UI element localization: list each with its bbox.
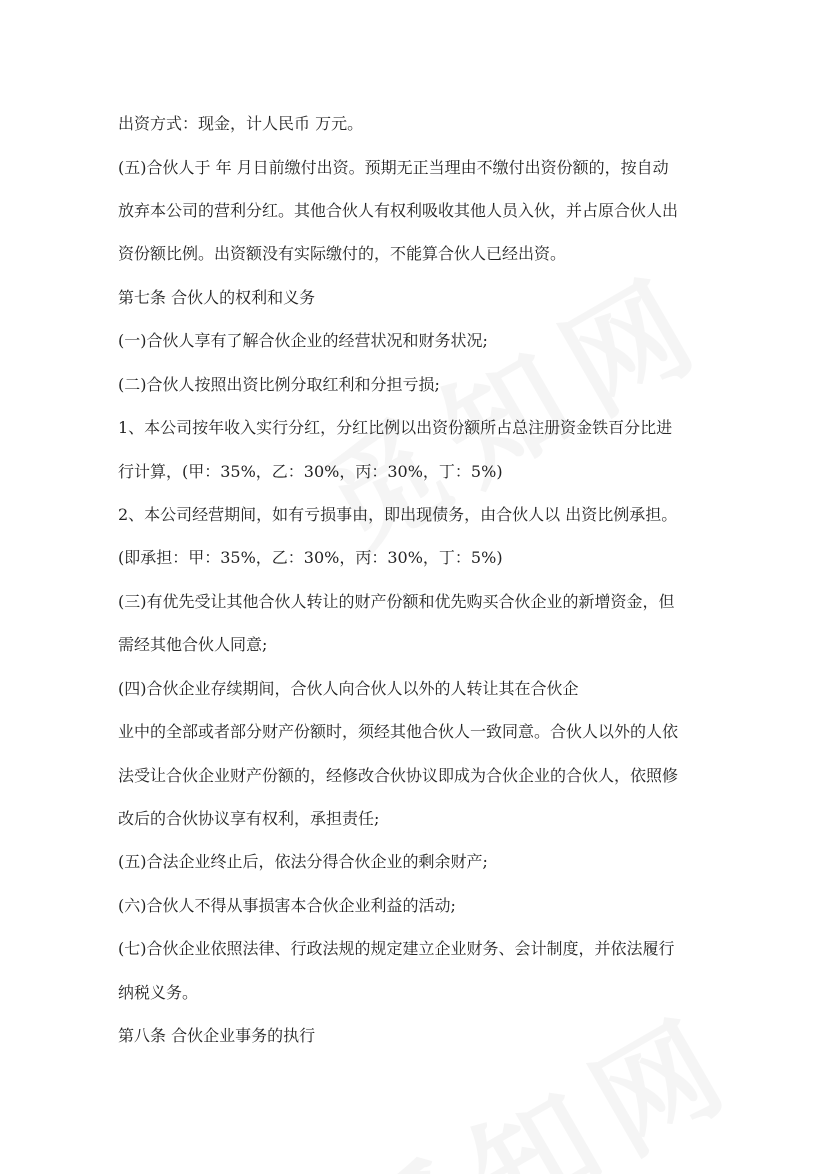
watermark [315,967,765,1174]
paragraph-line: (一)合伙人享有了解合伙企业的经营状况和财务状况; [118,331,488,350]
paragraph-line: 1、本公司按年收入实行分红，分红比例以出资份额所占总注册资金铁百分比进 [118,418,673,437]
paragraph-line: 改后的合伙协议享有权利，承担责任; [118,809,380,828]
paragraph-line: 资份额比例。出资额没有实际缴付的，不能算合伙人已经出资。 [118,244,567,263]
paragraph-line: 法受让合伙企业财产份额的，经修改合伙协议即成为合伙企业的合伙人，依照修 [118,766,679,785]
paragraph-line: 放弃本公司的营利分红。其他合伙人有权利吸收其他人员入伙，并占原合伙人出 [118,201,679,220]
paragraph-line: (五)合法企业终止后，依法分得合伙企业的剩余财产; [118,852,488,871]
paragraph-line: 出资方式：现金，计人民币 万元。 [118,114,364,133]
paragraph-line: (六)合伙人不得从事损害本合伙企业利益的活动; [118,896,456,915]
paragraph-line: (即承担：甲：35%，乙：30%，丙：30%，丁：5%) [118,548,503,567]
paragraph-line: 需经其他合伙人同意; [118,635,268,654]
paragraph-line: (七)合伙企业依照法律、行政法规的规定建立企业财务、会计制度，并依法履行 [118,939,675,958]
section-heading: 第八条 合伙企业事务的执行 [118,1026,316,1045]
paragraph-line: (二)合伙人按照出资比例分取红利和分担亏损; [118,375,440,394]
section-heading: 第七条 合伙人的权利和义务 [118,288,316,307]
paragraph-line: 2、本公司经营期间，如有亏损事由，即出现债务，由合伙人以 出资比例承担。 [118,505,678,524]
paragraph-line: 业中的全部或者部分财产份额时，须经其他合伙人一致同意。合伙人以外的人依 [118,722,679,741]
paragraph-line: (五)合伙人于 年 月日前缴付出资。预期无正当理由不缴付出资份额的，按自动 [118,158,669,177]
paragraph-line: 行计算，(甲：35%，乙：30%，丙：30%，丁：5%) [118,462,503,481]
paragraph-line: 纳税义务。 [118,983,199,1002]
paragraph-line: (三)有优先受让其他合伙人转让的财产份额和优先购买合伙企业的新增资金，但 [118,592,675,611]
paragraph-line: (四)合伙企业存续期间，合伙人向合伙人以外的人转让其在合伙企 [118,679,579,698]
watermark [285,227,735,586]
